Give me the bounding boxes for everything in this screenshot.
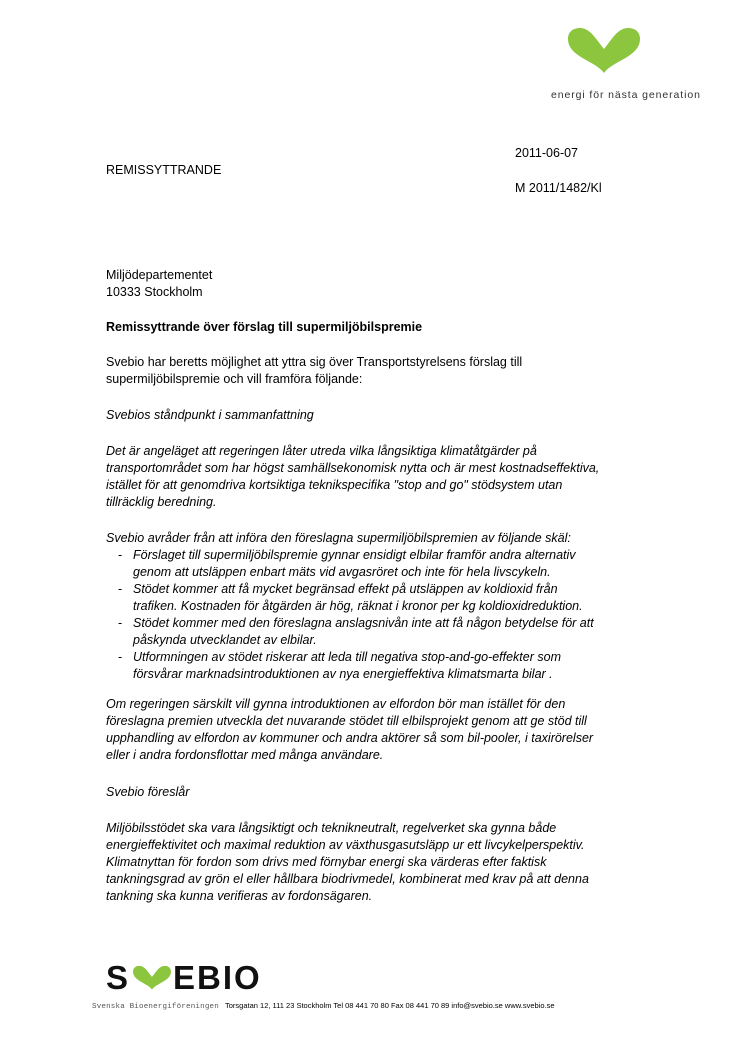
electric-vehicle-paragraph — [106, 696, 593, 764]
wordmark-leaf-icon — [132, 963, 172, 993]
paragraph-line: tillräcklig beredning. — [106, 495, 217, 509]
recipient-address: 10333 Stockholm — [106, 285, 203, 299]
wordmark-letters-ebio: EBIO — [173, 959, 262, 996]
svebio-leaf-logo-icon — [566, 27, 642, 75]
paragraph-line: Miljöbilsstödet ska vara långsiktigt och teknikneutralt, regelverket ska gynna både — [106, 821, 557, 835]
wordmark-letter-s: S — [106, 959, 131, 996]
section-heading-summary: Svebios ståndpunkt i sammanfattning — [106, 408, 314, 422]
list-item — [106, 547, 594, 581]
paragraph-line: Klimatnyttan för fordon som drivs med förnybar energi ska värderas efter faktisk — [106, 855, 547, 869]
list-item-line: - Stödet kommer att få mycket begränsad effekt på utsläppen av koldioxid från — [133, 582, 558, 596]
paragraph-line: energieffektivitet och maximal reduktion av växthusgasutsläpp ur ett livcykelperspektiv. — [106, 838, 585, 852]
paragraph-line: tankning ska kunna verifieras av fordonsägaren. — [106, 889, 373, 903]
reasons-list — [106, 547, 594, 683]
list-item-line: trafiken. Kostnaden för åtgärden är hög, räknat i kronor per kg koldioxidreduktion. — [133, 599, 583, 613]
reasons-lead: Svebio avråder från att införa den föreslagna supermiljöbilspremien av följande skäl: — [106, 531, 571, 545]
paragraph-line: eller i andra fordonsflottar med många användare. — [106, 748, 384, 762]
intro-line: supermiljöbilspremie och vill framföra följande: — [106, 372, 363, 386]
footer-org-name: Svenska Bioenergiföreningen — [92, 1003, 219, 1011]
paragraph-line: tankningsgrad av grön el eller hållbara biodrivmedel, kombinerat med krav på att denna — [106, 872, 589, 886]
intro-line: Svebio har beretts möjlighet att yttra sig över Transportstyrelsens förslag till — [106, 355, 523, 369]
list-item — [106, 615, 594, 649]
footer-contact-details: Torsgatan 12, 111 23 Stockholm Tel 08 441 70 80 Fax 08 441 70 89 info@svebio.se www.svebio.se — [225, 1001, 555, 1010]
list-item-line: - Förslaget till supermiljöbilspremie gynnar ensidigt elbilar framför andra alternativ — [133, 548, 576, 562]
list-item-line: försvårar marknadsintroduktionen av nya energieffektiva klimatsmarta bilar . — [133, 667, 553, 681]
paragraph-line: föreslagna premien utveckla det nuvarande stödet till elbilsprojekt genom att ge stöd till — [106, 714, 587, 728]
document-date: 2011-06-07 — [515, 146, 579, 160]
recipient-name: Miljödepartementet — [106, 268, 213, 282]
subject-heading: Remissyttrande över förslag till supermiljöbilspremie — [106, 320, 423, 334]
proposals-paragraph — [106, 820, 589, 905]
list-item — [106, 649, 594, 683]
paragraph-line: Det är angeläget att regeringen låter utreda vilka långsiktiga klimatåtgärder på — [106, 444, 537, 458]
list-item-line: genom att utsläppen enbart mäts vid avgasröret och inte för hela livscykeln. — [133, 565, 551, 579]
reference-number: M 2011/1482/Kl — [515, 181, 602, 195]
paragraph-line: istället för att genomdriva kortsiktiga teknikspecifika "stop and go" stödsystem utan — [106, 478, 563, 492]
footer-contact — [92, 1001, 555, 1011]
paragraph-line: upphandling av elfordon av kommuner och andra aktörer så som bil-pooler, i taxirörelser — [106, 731, 594, 745]
list-item — [106, 581, 594, 615]
section-heading-proposals: Svebio föreslår — [106, 785, 190, 799]
document-type: REMISSYTTRANDE — [106, 163, 222, 177]
reasons-block — [106, 530, 594, 683]
paragraph-line: transportområdet som har högst samhällsekonomisk nytta och är mest kostnadseffektiva, — [106, 461, 600, 475]
intro-paragraph — [106, 354, 522, 388]
list-item-line: - Stödet kommer med den föreslagna anslagsnivån inte att få någon betydelse för att — [133, 616, 594, 630]
paragraph-line: Om regeringen särskilt vill gynna introduktionen av elfordon bör man istället för den — [106, 697, 566, 711]
summary-paragraph — [106, 443, 599, 511]
svebio-wordmark — [106, 961, 262, 995]
list-item-line: påskynda utvecklandet av elbilar. — [133, 633, 317, 647]
tagline: energi för nästa generation — [551, 89, 701, 101]
list-item-line: - Utformningen av stödet riskerar att leda till negativa stop-and-go-effekter som — [133, 650, 561, 664]
